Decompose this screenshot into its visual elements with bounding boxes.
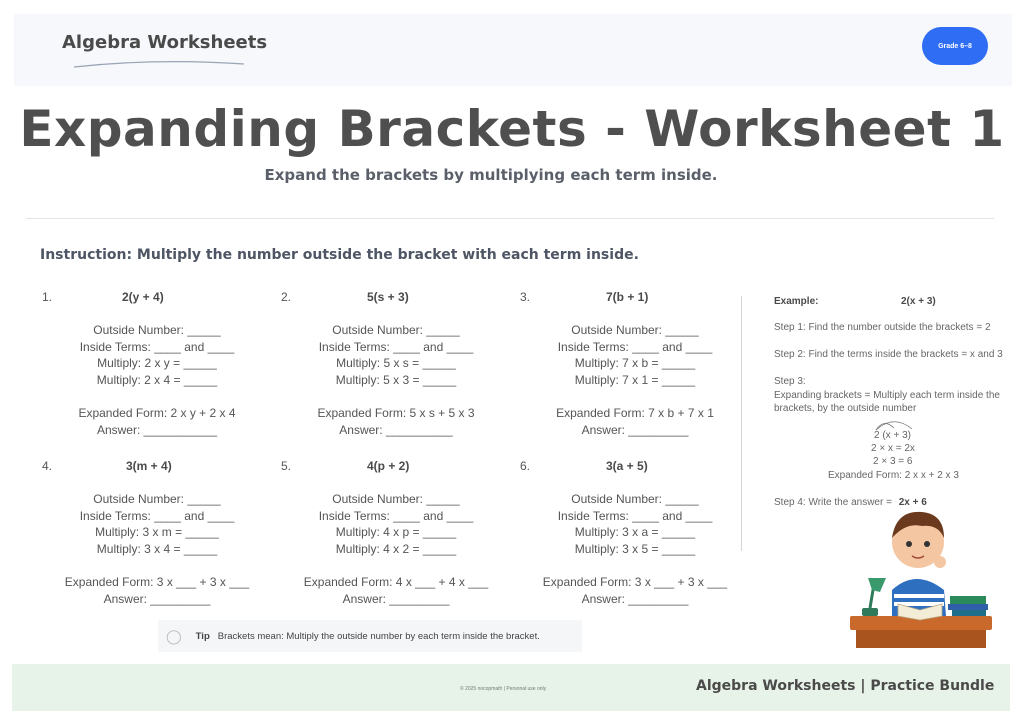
grade-badge[interactable]: Grade 6–8	[922, 27, 988, 65]
example-step-4-label: Step 4: Write the answer =	[774, 497, 892, 508]
expanded-form-line: Expanded Form: 3 x ___ + 3 x ___	[64, 575, 250, 589]
problem-number: 2.	[281, 290, 292, 304]
example-step-3-text: Expanding brackets = Multiply each term inside the brackets, by the outside number	[774, 390, 1000, 414]
example-expression: 2(x + 3)	[901, 296, 936, 307]
example-work-1: 2 (x + 3)	[874, 430, 911, 441]
outside-number-line: Outside Number: _____	[93, 492, 221, 506]
multiply-line-2: Multiply: 7 x 1 = _____	[574, 372, 696, 387]
multiply-line-1: Multiply: 3 x a = _____	[574, 525, 696, 539]
copyright-text: © 2025 nocopmath | Personal use only	[460, 686, 547, 692]
problem-6	[520, 459, 750, 619]
outside-number-line: Outside Number: _____	[571, 323, 699, 337]
answer-line: Answer: _________	[103, 591, 211, 606]
footer-title: Algebra Worksheets | Practice Bundle	[696, 678, 995, 694]
page-title: Expanding Brackets - Worksheet 1	[19, 100, 1005, 158]
problem-expression: 3(m + 4)	[126, 459, 172, 473]
instruction-text: Instruction: Multiply the number outside the bracket with each term inside.	[40, 247, 639, 263]
example-step-4-answer: 2x + 6	[898, 497, 927, 508]
problem-expression: 5(s + 3)	[367, 290, 409, 304]
problem-2	[281, 290, 511, 450]
multiply-line-2: Multiply: 2 x 4 = _____	[96, 372, 218, 387]
problem-1	[42, 290, 272, 450]
inside-terms-line: Inside Terms: ____ and ____	[557, 508, 713, 523]
page-subtitle: Expand the brackets by multiplying each term inside.	[264, 166, 718, 184]
problem-4	[42, 459, 272, 619]
expanded-form-line: Expanded Form: 7 x b + 7 x 1	[556, 406, 714, 420]
answer-line: Answer: ___________	[96, 422, 218, 437]
example-step-2: Step 2: Find the terms inside the brackets = x and 3	[774, 349, 1003, 360]
problem-number: 6.	[520, 459, 531, 473]
multiply-line-2: Multiply: 4 x 2 = _____	[335, 541, 457, 556]
inside-terms-line: Inside Terms: ____ and ____	[557, 339, 713, 354]
answer-line: Answer: _________	[342, 591, 450, 606]
brand-underline	[72, 58, 247, 70]
multiply-line-1: Multiply: 2 x y = _____	[97, 356, 217, 370]
problem-number: 3.	[520, 290, 531, 304]
problem-expression: 7(b + 1)	[606, 290, 649, 304]
problem-3	[520, 290, 750, 450]
problem-5	[281, 459, 511, 619]
expanded-form-line: Expanded Form: 4 x ___ + 4 x ___	[303, 575, 489, 589]
example-work-3: 2 × 3 = 6	[873, 456, 913, 467]
problem-number: 5.	[281, 459, 292, 473]
example-label: Example:	[774, 296, 819, 307]
multiply-line-1: Multiply: 4 x p = _____	[335, 525, 457, 539]
inside-terms-line: Inside Terms: ____ and ____	[79, 508, 235, 523]
tip-label: Tip	[195, 630, 210, 642]
outside-number-line: Outside Number: _____	[571, 492, 699, 506]
problem-expression: 4(p + 2)	[367, 459, 410, 473]
example-work-2: 2 × x = 2x	[871, 443, 915, 454]
multiply-line-2: Multiply: 3 x 4 = _____	[96, 541, 218, 556]
brand-title: Algebra Worksheets	[62, 32, 268, 53]
answer-line: Answer: __________	[339, 422, 453, 437]
outside-number-line: Outside Number: _____	[332, 323, 460, 337]
example-work-4: Expanded Form: 2 x x + 2 x 3	[828, 470, 959, 481]
answer-line: Answer: _________	[581, 422, 689, 437]
answer-line: Answer: _________	[581, 591, 689, 606]
problem-expression: 3(a + 5)	[606, 459, 648, 473]
multiply-line-1: Multiply: 3 x m = _____	[95, 525, 219, 539]
inside-terms-line: Inside Terms: ____ and ____	[79, 339, 235, 354]
inside-terms-line: Inside Terms: ____ and ____	[318, 508, 474, 523]
expanded-form-line: Expanded Form: 5 x s + 5 x 3	[317, 406, 475, 420]
example-step-1: Step 1: Find the number outside the brackets = 2	[774, 322, 991, 333]
outside-number-line: Outside Number: _____	[332, 492, 460, 506]
inside-terms-line: Inside Terms: ____ and ____	[318, 339, 474, 354]
divider	[26, 218, 994, 219]
problem-expression: 2(y + 4)	[122, 290, 164, 304]
example-step-3-title: Step 3:	[774, 376, 806, 387]
problem-number: 1.	[42, 290, 53, 304]
multiply-line-2: Multiply: 3 x 5 = _____	[574, 541, 696, 556]
multiply-line-1: Multiply: 5 x s = _____	[336, 356, 456, 370]
multiply-line-2: Multiply: 5 x 3 = _____	[335, 372, 457, 387]
lightbulb-icon: ◯	[166, 627, 182, 644]
expanded-form-line: Expanded Form: 2 x y + 2 x 4	[78, 406, 236, 420]
tip-text: Brackets mean: Multiply the outside number by each term inside the bracket.	[217, 630, 540, 642]
expanded-form-line: Expanded Form: 3 x ___ + 3 x ___	[542, 575, 728, 589]
student-illustration	[846, 504, 996, 652]
column-divider	[741, 296, 742, 551]
outside-number-line: Outside Number: _____	[93, 323, 221, 337]
multiply-line-1: Multiply: 7 x b = _____	[574, 356, 696, 370]
problem-number: 4.	[42, 459, 53, 473]
tip-box	[158, 620, 582, 652]
